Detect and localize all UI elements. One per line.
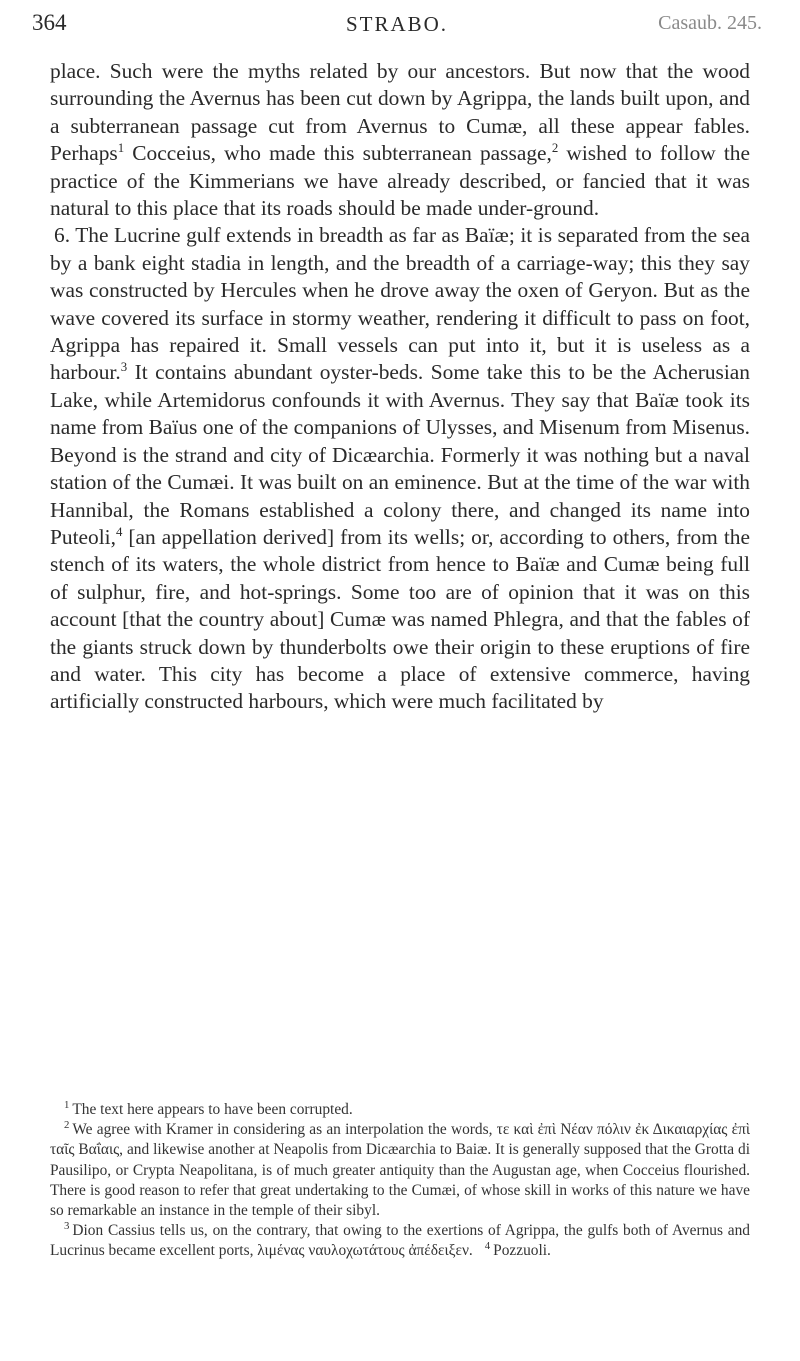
paragraph-6 bbox=[50, 222, 750, 715]
page-number: 364 bbox=[32, 10, 67, 35]
footnote-3-text: Dion Cassius tells us, on the contrary, that owing to the exertions of Agrippa, the gulfs both of Avernus and Lucrinus became excellent ports, λιμένας ναυλοχωτάτους ἀπέδειξεν. bbox=[50, 1222, 750, 1260]
paragraph-1-text-2: Cocceius, who made this subterranean passage, bbox=[124, 141, 552, 166]
footnote-4-mark: 4 bbox=[484, 1240, 491, 1253]
footnote-2-mark: 2 bbox=[64, 1119, 70, 1132]
paragraph-6-text-3: [an appellation derived] from its wells; or, according to others, from the stench of its waters, the whole district from hence to Baïæ and Cumæ being full of sulphur, fire, and hot-springs. Some too are of opinion that it was on this account [that the country about] Cumæ was named Phlegra, and that the fables of the giants struck down by thunderbolts owe their origin to these eruptions of fire and water. This city has become a place of extensive commerce, having artificially constructed harbours, which were much facilitated by bbox=[50, 524, 750, 714]
paragraph-6-text: 6. The Lucrine gulf extends in breadth as far as Baïæ; it is separated from the sea by a bank eight stadia in length, and the breadth of a carriage-way; this they say was constructed by Hercules when he drove away the oxen of Geryon. But as the wave covered its surface in stormy weather, rendering it difficult to pass on foot, Agrippa has repaired it. Small vessels can put into it, but it is useless as a harbour. bbox=[50, 223, 750, 385]
footnote-3-mark: 3 bbox=[64, 1220, 70, 1233]
footnote-1 bbox=[50, 1100, 750, 1120]
main-text bbox=[50, 58, 750, 716]
paragraph-1-text-3: wished to follow the practice of the Kimmerians we have already described, or fancied that it was natural to this place that its roads should be made under-ground. bbox=[50, 141, 750, 221]
paragraph-1 bbox=[50, 58, 750, 222]
footnote-ref-1: 1 bbox=[117, 141, 125, 156]
footnotes bbox=[50, 1100, 750, 1262]
page-header bbox=[32, 10, 762, 40]
footnote-1-text: The text here appears to have been corrupted. bbox=[72, 1101, 353, 1118]
running-title: STRABO. bbox=[345, 12, 449, 36]
footnote-4-text: Pozzuoli. bbox=[493, 1242, 551, 1260]
footnote-ref-2: 2 bbox=[551, 141, 559, 156]
casaubon-reference: Casaub. 245. bbox=[658, 12, 762, 34]
footnote-3 bbox=[50, 1221, 750, 1261]
paragraph-1-text: place. Such were the myths related by our ancestors. But now that the wood surrounding the Avernus has been cut down by Agrippa, the lands built upon, and a subterranean passage cut from Avernus to Cumæ, all these appear fables. Perhaps bbox=[50, 59, 750, 166]
paragraph-6-text-2: It contains abundant oyster-beds. Some take this to be the Acherusian Lake, while Artemidorus confounds it with Avernus. They say that Baïæ took its name from Baïus one of the companions of Ulysses, and Misenum from Misenus. Beyond is the strand and city of Dicæarchia. Formerly it was nothing but a naval station of the Cumæi. It was built on an eminence. But at the time of the war with Hannibal, the Romans established a colony there, and changed its name into Puteoli, bbox=[50, 360, 750, 549]
footnote-ref-3: 3 bbox=[120, 360, 128, 375]
footnote-4 bbox=[485, 1242, 551, 1259]
footnote-1-mark: 1 bbox=[64, 1098, 70, 1111]
footnote-2 bbox=[50, 1120, 750, 1221]
footnote-2-text: We agree with Kramer in considering as an interpolation the words, τε καὶ ἐπὶ Νέαν πόλιν ἐκ Δικαιαρχίας ἐπὶ ταῖς Βαΐαις, and likewise another at Neapolis from Dicæarchia to Baiæ. It is generally supposed that the Grotta di Pausilipo, or Crypta Neapolitana, is of much greater antiquity than the Augustan age, when Cocceius flourished. There is good reason to refer that great undertaking to the Cumæi, of whose skill in works of this nature we have so remarkable an instance in the temple of their sibyl. bbox=[50, 1121, 750, 1220]
footnote-ref-4: 4 bbox=[115, 524, 123, 539]
